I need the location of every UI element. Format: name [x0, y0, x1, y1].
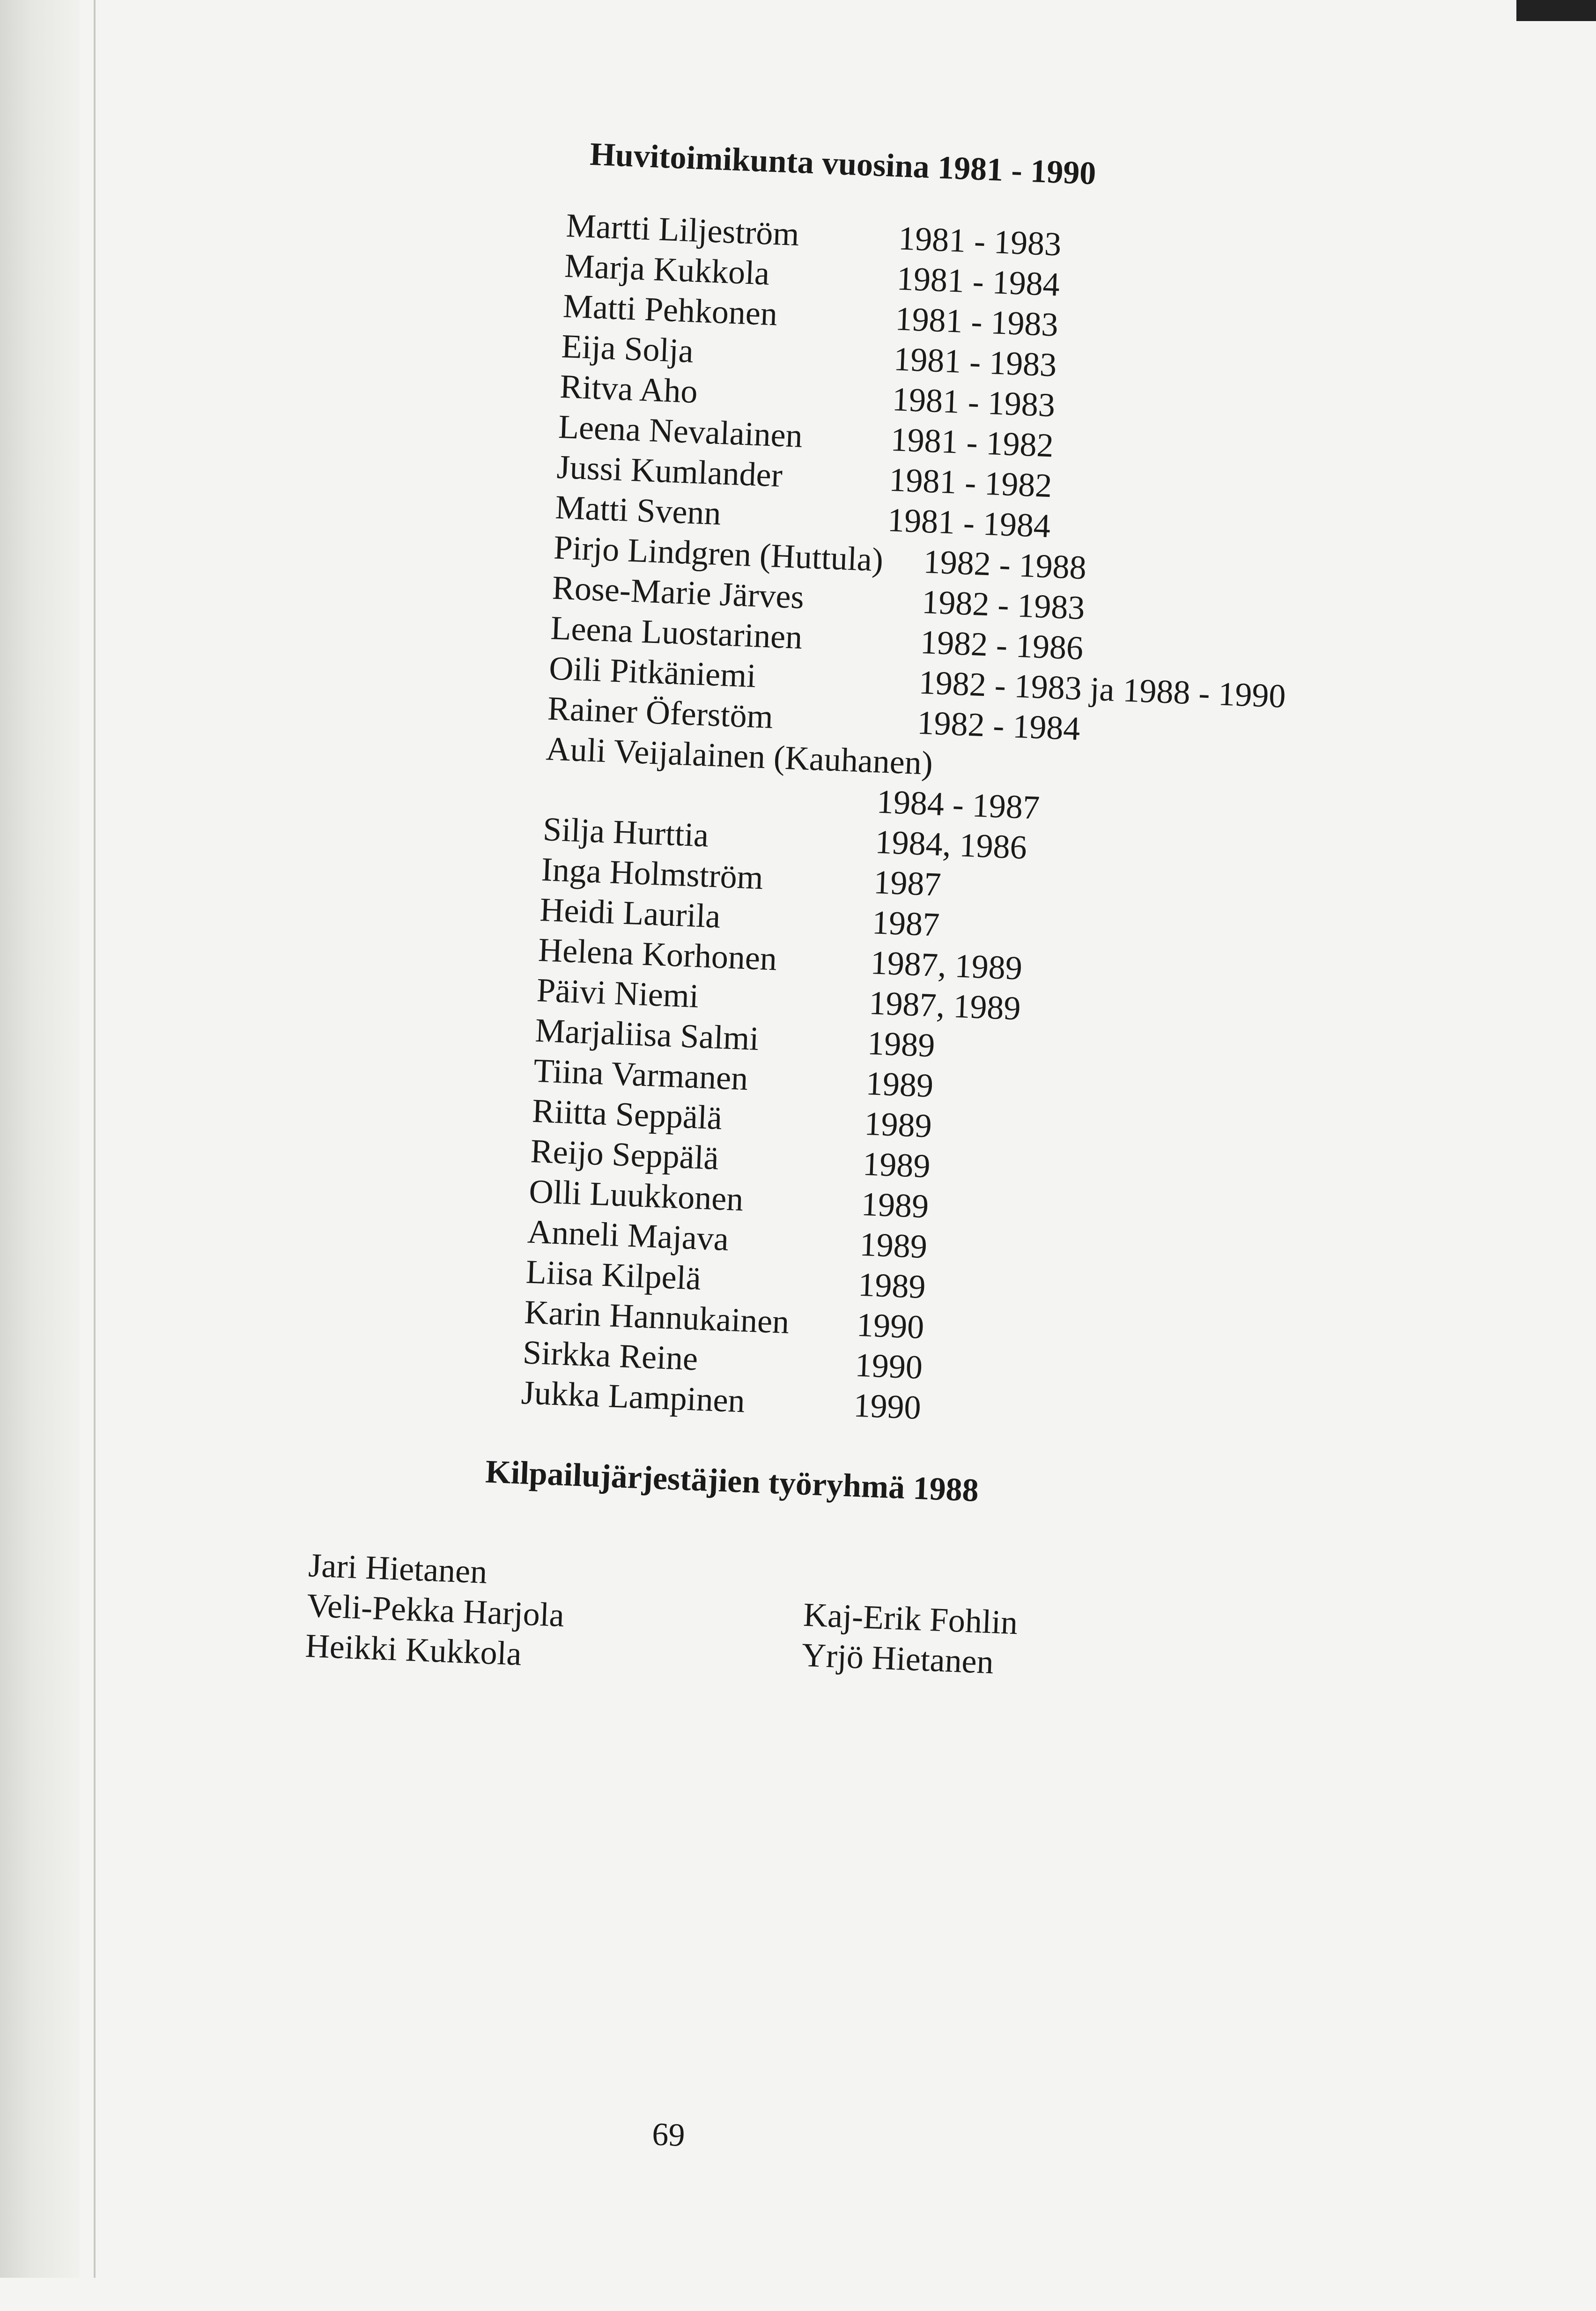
- member-row: [534, 1010, 936, 1064]
- member-years: 1984, 1986: [874, 823, 1028, 866]
- member-years: 1987, 1989: [868, 984, 1021, 1027]
- member-name: Silja Hurttia: [542, 810, 709, 854]
- member-row: [556, 447, 1053, 505]
- member-row: [533, 1050, 934, 1105]
- section-title-huvitoimikunta: Huvitoimikunta vuosina 1981 - 1990: [589, 136, 1097, 192]
- member-name: Jussi Kumlander: [556, 448, 783, 495]
- member-years: 1989: [866, 1024, 936, 1064]
- member-row: [528, 1171, 930, 1226]
- member-row: [544, 768, 1041, 827]
- member-row: [524, 1292, 925, 1346]
- member-row: [540, 849, 942, 903]
- member-years: 1982 - 1988: [923, 542, 1087, 587]
- member-row: [542, 809, 1028, 866]
- member-years: 1981 - 1983: [893, 340, 1057, 384]
- member-row: [526, 1211, 928, 1266]
- member-years: 1989: [860, 1185, 930, 1226]
- member-row: [551, 568, 1086, 627]
- member-row: [539, 889, 940, 944]
- member-name: Anneli Majava: [526, 1212, 730, 1258]
- member-row: [557, 406, 1055, 465]
- member-years: 1989: [857, 1265, 926, 1306]
- member-name: Inga Holmström: [540, 850, 764, 897]
- member-row: [537, 930, 1023, 987]
- member-name: Helena Korhonen: [537, 930, 778, 978]
- member-name: Matti Pehkonen: [562, 287, 778, 333]
- member-row: [562, 286, 1059, 344]
- workgroup-left-column: [304, 1545, 566, 1676]
- section-title-kilpailujarjestajat: Kilpailujärjestäjien työryhmä 1988: [485, 1454, 980, 1509]
- member-name: Ritva Aho: [559, 367, 699, 411]
- member-years: 1984 - 1987: [876, 783, 1041, 827]
- member-row: [554, 487, 1051, 545]
- member-row: [531, 1091, 933, 1145]
- member-row: [536, 970, 1021, 1027]
- member-row: [564, 245, 1061, 303]
- page-number: 69: [651, 2116, 686, 2154]
- member-years: 1981 - 1982: [890, 421, 1055, 465]
- member-row: [565, 205, 1062, 263]
- member-name: Martti Liljeström: [565, 207, 800, 253]
- member-row: [525, 1251, 926, 1306]
- member-name: Sirkka Reine: [522, 1333, 699, 1378]
- member-name: Päivi Niemi: [536, 971, 700, 1015]
- member-years: 1987: [873, 863, 942, 903]
- member-years: 1990: [853, 1386, 922, 1426]
- member-years: 1989: [865, 1064, 934, 1105]
- member-row: [553, 527, 1087, 587]
- member-years: 1987, 1989: [870, 944, 1023, 987]
- member-years: 1989: [859, 1225, 928, 1266]
- member-name: Eija Solja: [561, 327, 695, 370]
- member-row: [550, 607, 1084, 667]
- member-name: Marja Kukkola: [564, 247, 770, 292]
- member-row: [520, 1372, 922, 1426]
- workgroup-member: Yrjö Hietanen: [801, 1636, 995, 1681]
- member-name: Auli Veijalainen (Kauhanen): [545, 730, 934, 782]
- member-name: Reijo Seppälä: [530, 1132, 720, 1177]
- member-name: Matti Svenn: [554, 488, 722, 532]
- member-years: 1982 - 1983 ja 1988 - 1990: [918, 663, 1286, 715]
- member-name: Pirjo Lindgren (Huttula): [553, 528, 884, 579]
- workgroup-right-column: [801, 1595, 1018, 1683]
- member-name: Tiina Varmanen: [533, 1051, 749, 1098]
- member-years: 1981 - 1983: [891, 380, 1056, 424]
- member-years: 1987: [871, 903, 940, 944]
- member-row: [559, 366, 1056, 424]
- scan-corner-shadow: [1516, 0, 1596, 21]
- member-name: Leena Nevalainen: [557, 407, 804, 455]
- member-name: Rainer Öferstöm: [547, 689, 774, 736]
- member-name: Liisa Kilpelä: [525, 1253, 702, 1297]
- member-name: Jukka Lampinen: [520, 1373, 746, 1420]
- member-row: [530, 1131, 931, 1185]
- member-years: 1989: [864, 1104, 933, 1145]
- member-row: [522, 1332, 924, 1387]
- member-name: Heidi Laurila: [539, 891, 721, 935]
- member-years: 1989: [862, 1144, 931, 1185]
- member-name: Karin Hannukainen: [524, 1293, 790, 1341]
- member-row: [547, 688, 1081, 747]
- workgroup-member: Jari Hietanen: [308, 1546, 488, 1591]
- member-years: 1982 - 1984: [916, 703, 1081, 747]
- member-years: 1981 - 1984: [896, 259, 1061, 303]
- member-row: [561, 326, 1057, 384]
- member-name: Riitta Seppälä: [531, 1092, 723, 1137]
- member-row: [545, 728, 934, 782]
- member-years: 1982 - 1986: [919, 623, 1084, 667]
- member-name: Oili Pitkäniemi: [548, 649, 757, 695]
- workgroup-member: Heikki Kukkola: [304, 1626, 523, 1673]
- member-years: 1981 - 1982: [888, 460, 1053, 505]
- member-years: 1981 - 1984: [887, 501, 1051, 545]
- member-name: Leena Luostarinen: [550, 609, 803, 657]
- member-years: 1981 - 1983: [894, 300, 1059, 344]
- member-name: Rose-Marie Järves: [551, 569, 805, 616]
- member-name: Olli Luukkonen: [528, 1172, 744, 1218]
- member-years: 1982 - 1983: [921, 583, 1086, 627]
- workgroup-member: Veli-Pekka Harjola: [306, 1587, 565, 1634]
- member-years: 1990: [856, 1306, 925, 1346]
- member-years: 1990: [854, 1346, 924, 1387]
- workgroup-member: Kaj-Erik Fohlin: [802, 1595, 1019, 1642]
- member-years: 1981 - 1983: [897, 219, 1062, 263]
- member-name: Marjaliisa Salmi: [534, 1011, 760, 1058]
